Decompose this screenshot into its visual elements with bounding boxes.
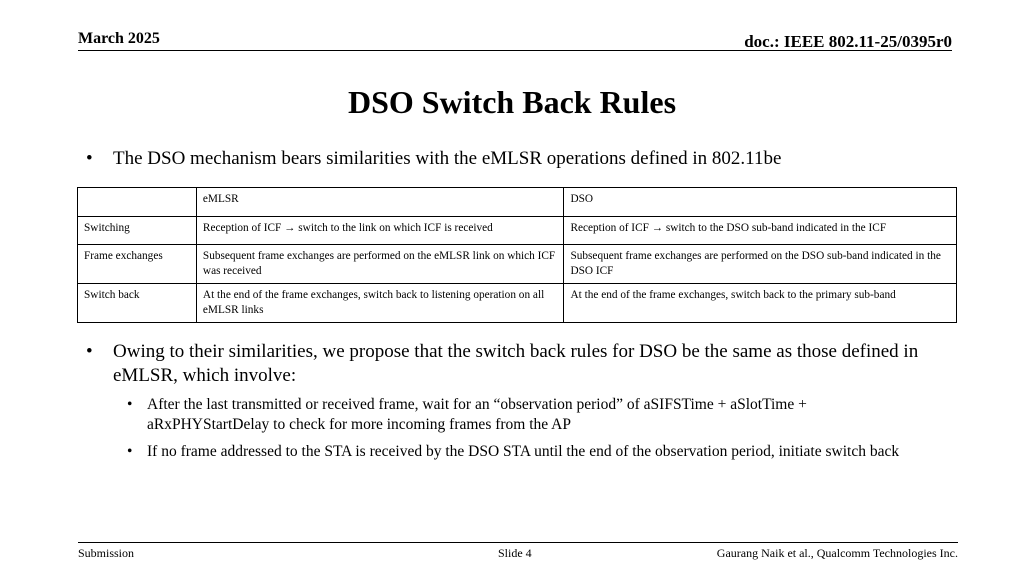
table-cell-emlsr: At the end of the frame exchanges, switch back to listening operation on all eMLSR links — [196, 284, 564, 323]
comparison-table — [77, 187, 957, 323]
table-row — [78, 245, 957, 284]
footer-slide-number: Slide 4 — [498, 546, 532, 560]
table-row-label: Frame exchanges — [78, 245, 197, 284]
sub-bullet-dot-icon: • — [127, 443, 133, 460]
table-row — [78, 217, 957, 245]
header-doc-id: doc.: IEEE 802.11-25/0395r0 — [744, 32, 952, 51]
table-row-label: Switch back — [78, 284, 197, 323]
table-header-row — [78, 188, 957, 217]
footer-submission: Submission — [78, 546, 135, 560]
sub-bullet-text: After the last transmitted or received frame, wait for an “observation period” of aSIFSTime + aSlotTime + aRxPHYStartDelay to check for more incoming frames from the AP — [147, 396, 807, 433]
table-row-label: Switching — [78, 217, 197, 245]
bullet-proposal — [86, 340, 956, 388]
table-cell-dso: At the end of the frame exchanges, switch back to the primary sub-band — [564, 284, 957, 323]
sub-bullet-switch-back — [127, 442, 917, 462]
table-cell-dso: Reception of ICF → switch to the DSO sub-band indicated in the ICF — [564, 217, 957, 245]
table-cell-emlsr: Subsequent frame exchanges are performed on the eMLSR link on which ICF was received — [196, 245, 564, 284]
table-header-dso: DSO — [564, 188, 957, 217]
footer-authors: Gaurang Naik et al., Qualcomm Technologies Inc. — [716, 546, 958, 560]
bullet-proposal-text: Owing to their similarities, we propose that the switch back rules for DSO be the same as those defined in eMLSR, which involve: — [113, 341, 919, 386]
table-header-cell-empty — [78, 188, 197, 217]
header-date: March 2025 — [78, 30, 160, 47]
table-header-emlsr: eMLSR — [196, 188, 564, 217]
sub-bullet-text: If no frame addressed to the STA is received by the DSO STA until the end of the observation period, initiate switch back — [147, 443, 900, 460]
table-cell-emlsr: Reception of ICF → switch to the link on which ICF is received — [196, 217, 564, 245]
sub-bullet-observation — [127, 395, 907, 435]
sub-bullet-dot-icon: • — [127, 396, 133, 413]
bullet-dot-icon: • — [86, 341, 93, 362]
bullet-dot-icon: • — [86, 148, 93, 169]
slide-title: DSO Switch Back Rules — [347, 84, 677, 120]
header-divider — [78, 50, 952, 51]
bullet-intro — [86, 147, 966, 171]
table-row — [78, 284, 957, 323]
bullet-intro-text: The DSO mechanism bears similarities with the eMLSR operations defined in 802.11be — [113, 148, 782, 169]
table-cell-dso: Subsequent frame exchanges are performed on the DSO sub-band indicated in the DSO ICF — [564, 245, 957, 284]
footer-divider — [78, 542, 958, 543]
